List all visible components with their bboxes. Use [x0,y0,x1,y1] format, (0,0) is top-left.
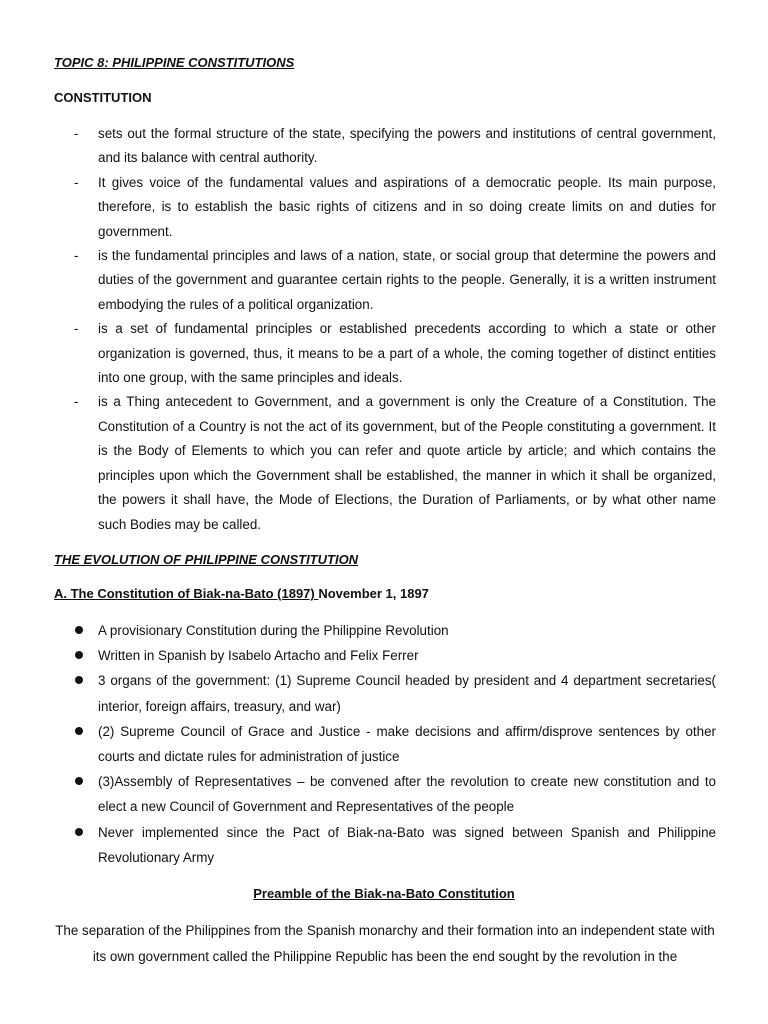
section-a-bullet-list [54,618,716,870]
bullet-text: A provisionary Constitution during the Philippine Revolution [98,623,449,638]
bullet-icon [75,626,83,634]
definition-item [54,122,716,171]
definition-item [54,171,716,244]
section-a-date: November 1, 1897 [318,586,429,601]
bullet-text: Never implemented since the Pact of Biak-na-Bato was signed between Spanish and Philippine Revolutionary Army [98,824,716,865]
definition-text: is a Thing antecedent to Government, and a government is only the Creature of a Constitution. The Constitution of a Country is not the act of its government, but of the People constituting a government. It is the Body of Elements to which you can refer and quote article by article; and which contains the principles upon which the Government shall be established, the manner in which it shall be organized, the powers it shall have, the Mode of Elections, the Duration of Parliaments, or by what other name such Bodies may be called. [98,394,716,532]
bullet-text: (2) Supreme Council of Grace and Justice - make decisions and affirm/disprove sentences by other courts and dictate rules for administration of justice [98,723,716,765]
definition-item [54,244,716,317]
definition-text: It gives voice of the fundamental values and aspirations of a democratic people. Its main purpose, therefore, is to establish the basic rights of citizens and in so doing create limits on and duties for government. [98,174,716,239]
definition-list [54,122,716,537]
bullet-item [54,668,716,718]
bullet-item [54,820,716,870]
bullet-icon [75,651,83,659]
preamble-text: The separation of the Philippines from the Spanish monarchy and their formation into an independent state with its own government called the Philippine Republic has been the end sought by the revolution in the [55,923,715,964]
bullet-text: Written in Spanish by Isabelo Artacho and Felix Ferrer [98,648,419,664]
definition-text: is a set of fundamental principles or established precedents according to which a state or other organization is governed, thus, it means to be a part of a whole, the coming together of distinct entities into one group, with the same principles and ideals. [98,321,716,386]
bullet-item [54,769,716,819]
preamble-title: Preamble of the Biak-na-Bato Constitution [253,886,515,901]
bullet-item [54,719,716,769]
bullet-icon [75,777,83,785]
definition-item [54,390,716,536]
dash-marker: - [74,394,79,410]
section-a-heading [54,586,429,601]
definition-text: is the fundamental principles and laws of a nation, state, or social group that determine the powers and duties of the government and guarantee certain rights to the people. Generally, it is a written instrument embodying the rules of a political organization. [98,248,716,312]
definition-text: sets out the formal structure of the state, specifying the powers and institutions of central government, and its balance with central authority. [98,126,716,166]
bullet-icon [75,727,83,735]
dash-marker: - [74,174,79,190]
topic-heading: TOPIC 8: PHILIPPINE CONSTITUTIONS [54,55,295,70]
bullet-item [54,618,716,643]
bullet-text: (3)Assembly of Representatives – be convened after the revolution to create new constitution and to elect a new Council of Government and Representatives of the people [98,774,716,815]
dash-marker: - [74,321,79,337]
bullet-item [54,643,716,668]
bullet-icon [75,828,83,836]
evolution-heading: THE EVOLUTION OF PHILIPPINE CONSTITUTION [54,552,359,567]
section-a-title: A. The Constitution of Biak-na-Bato (1897) [54,586,319,601]
constitution-heading: CONSTITUTION [54,90,152,105]
bullet-icon [75,676,83,684]
bullet-text: 3 organs of the government: (1) Supreme Council headed by president and 4 department secretaries( interior, foreign affairs, treasury, and war) [98,673,716,714]
dash-marker: - [74,126,79,141]
definition-item [54,317,716,390]
dash-marker: - [74,248,79,264]
